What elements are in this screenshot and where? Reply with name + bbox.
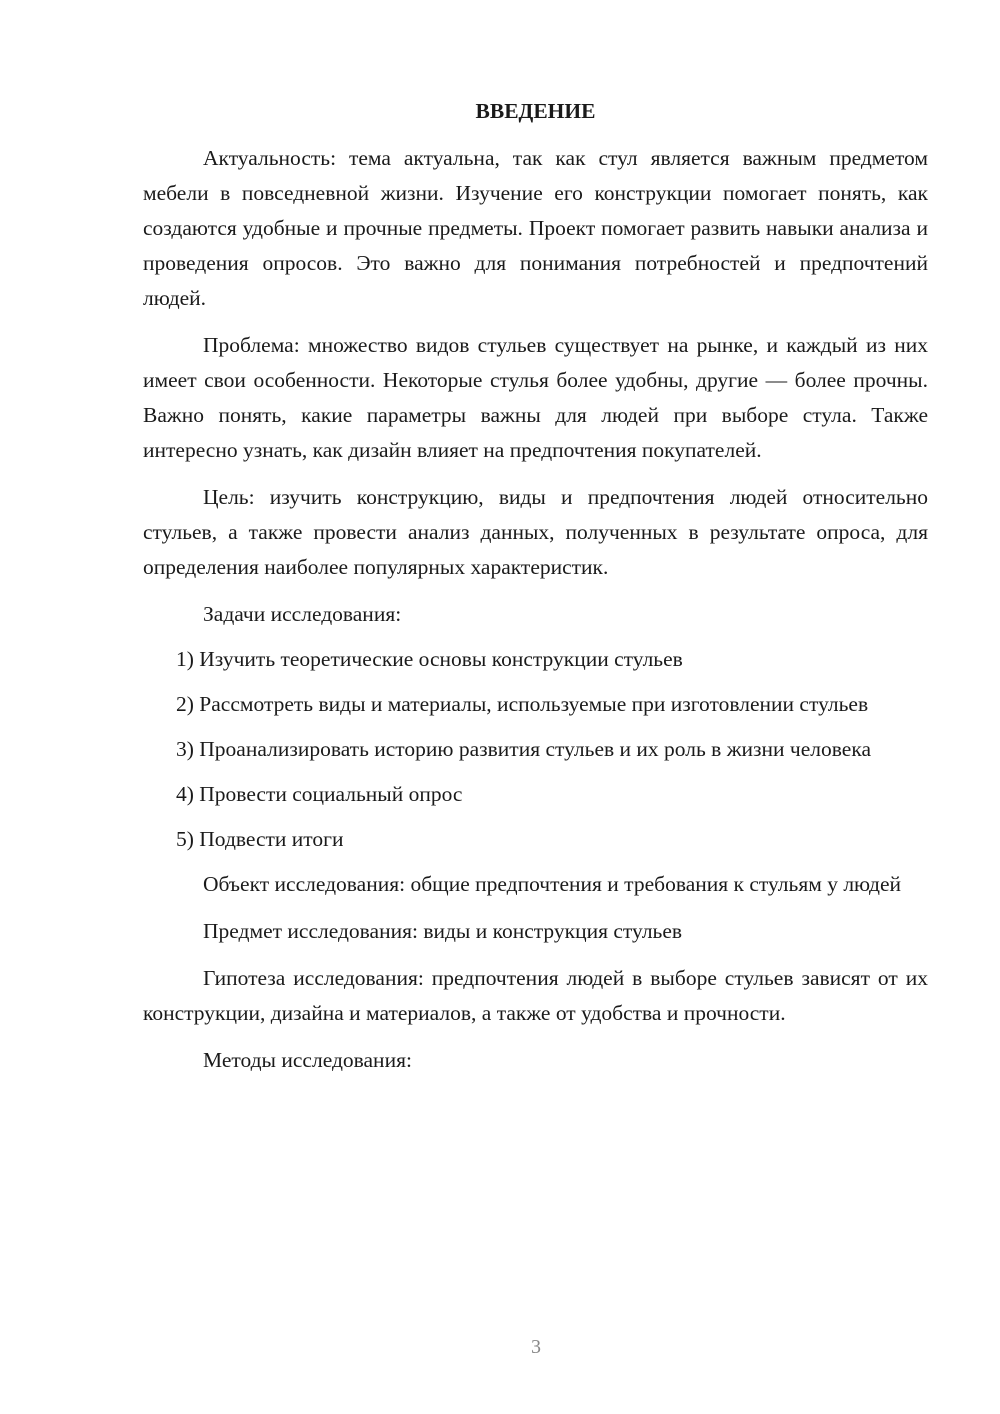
page-content — [143, 94, 928, 1088]
task-item-4: 4) Провести социальный опрос — [176, 782, 463, 806]
problem-paragraph: Проблема: множество видов стульев существует на рынке, и каждый из них имеет свои особенности. Некоторые стулья более удобны, другие — более прочны. Важно понять, какие параметры важны для людей при выборе стула. Также интересно узнать, как дизайн влияет на предпочтения покупателей. — [143, 333, 928, 462]
subject-paragraph: Предмет исследования: виды и конструкция стульев — [203, 919, 683, 943]
task-item-3: 3) Проанализировать историю развития стульев и их роль в жизни человека — [176, 737, 872, 761]
page-number: 3 — [531, 1336, 541, 1358]
methods-heading: Методы исследования: — [203, 1048, 412, 1072]
goal-paragraph: Цель: изучить конструкцию, виды и предпочтения людей относительно стульев, а также провести анализ данных, полученных в результате опроса, для определения наиболее популярных характеристик. — [143, 485, 928, 579]
task-item-5: 5) Подвести итоги — [176, 827, 344, 851]
section-heading: ВВЕДЕНИЕ — [475, 99, 596, 123]
hypothesis-paragraph: Гипотеза исследования: предпочтения людей в выборе стульев зависят от их конструкции, дизайна и материалов, а также от удобства и прочности. — [143, 966, 928, 1025]
task-item-1: 1) Изучить теоретические основы конструкции стульев — [176, 647, 683, 671]
relevance-paragraph: Актуальность: тема актуальна, так как стул является важным предметом мебели в повседневной жизни. Изучение его конструкции помогает понять, как создаются удобные и прочные предметы. Проект помогает развить навыки анализа и проведения опросов. Это важно для понимания потребностей и предпочтений людей. — [143, 146, 928, 310]
tasks-heading: Задачи исследования: — [203, 602, 402, 626]
object-paragraph: Объект исследования: общие предпочтения и требования к стульям у людей — [203, 872, 902, 896]
task-item-2: 2) Рассмотреть виды и материалы, используемые при изготовлении стульев — [176, 692, 869, 716]
